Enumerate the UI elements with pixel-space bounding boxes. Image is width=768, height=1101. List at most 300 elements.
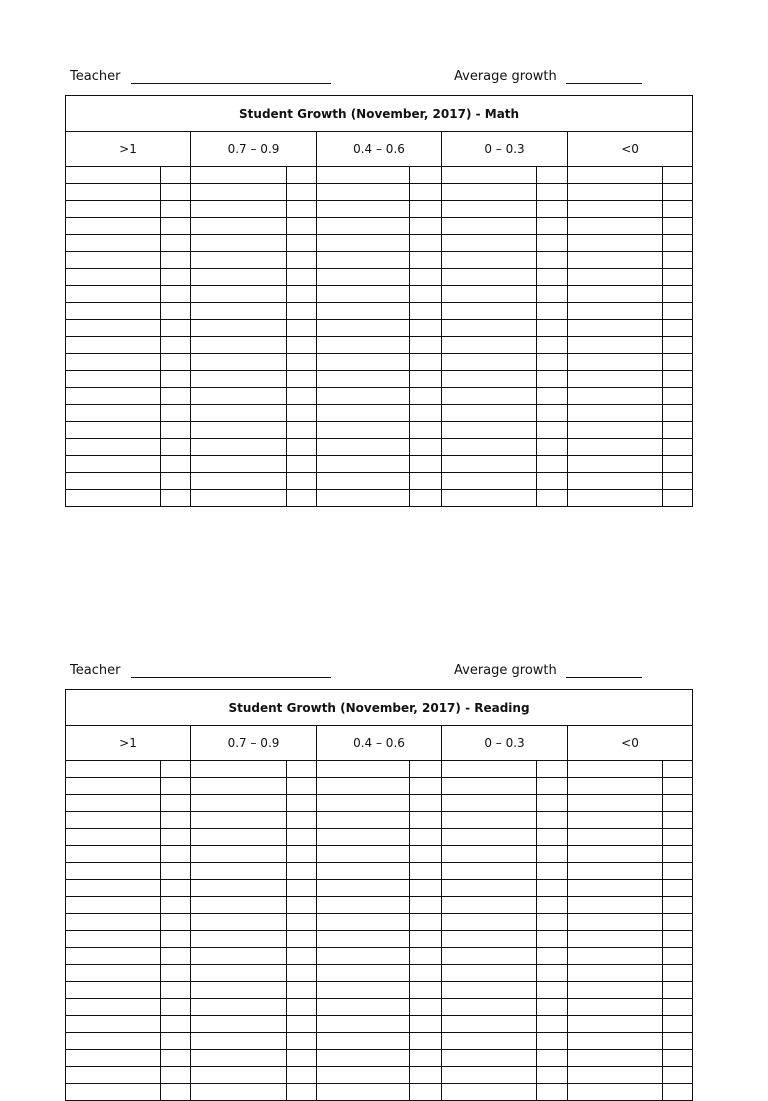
growth-value-cell[interactable] [537,337,568,354]
growth-value-cell[interactable] [663,371,693,388]
growth-value-cell[interactable] [410,201,442,218]
student-name-cell[interactable] [442,167,537,184]
growth-value-cell[interactable] [161,473,191,490]
student-name-cell[interactable] [317,439,410,456]
growth-value-cell[interactable] [161,1084,191,1101]
growth-value-cell[interactable] [537,456,568,473]
student-name-cell[interactable] [191,982,287,999]
student-name-cell[interactable] [66,829,161,846]
student-name-cell[interactable] [191,863,287,880]
student-name-cell[interactable] [191,201,287,218]
student-name-cell[interactable] [442,405,537,422]
growth-value-cell[interactable] [537,371,568,388]
student-name-cell[interactable] [568,948,663,965]
growth-value-cell[interactable] [410,1033,442,1050]
student-name-cell[interactable] [317,897,410,914]
student-name-cell[interactable] [317,982,410,999]
student-name-cell[interactable] [66,1050,161,1067]
growth-value-cell[interactable] [537,965,568,982]
growth-value-cell[interactable] [410,778,442,795]
growth-value-cell[interactable] [663,999,693,1016]
student-name-cell[interactable] [66,846,161,863]
student-name-cell[interactable] [317,931,410,948]
student-name-cell[interactable] [442,320,537,337]
student-name-cell[interactable] [568,965,663,982]
growth-value-cell[interactable] [161,456,191,473]
student-name-cell[interactable] [568,320,663,337]
growth-value-cell[interactable] [410,422,442,439]
growth-value-cell[interactable] [537,167,568,184]
student-name-cell[interactable] [317,778,410,795]
growth-value-cell[interactable] [161,269,191,286]
growth-value-cell[interactable] [663,914,693,931]
student-name-cell[interactable] [191,388,287,405]
student-name-cell[interactable] [442,965,537,982]
growth-value-cell[interactable] [663,829,693,846]
growth-value-cell[interactable] [161,337,191,354]
growth-value-cell[interactable] [161,371,191,388]
student-name-cell[interactable] [66,388,161,405]
growth-value-cell[interactable] [537,218,568,235]
student-name-cell[interactable] [442,371,537,388]
growth-value-cell[interactable] [410,439,442,456]
student-name-cell[interactable] [568,490,663,507]
student-name-cell[interactable] [442,184,537,201]
growth-value-cell[interactable] [161,846,191,863]
student-name-cell[interactable] [66,914,161,931]
student-name-cell[interactable] [191,778,287,795]
student-name-cell[interactable] [317,456,410,473]
student-name-cell[interactable] [317,1033,410,1050]
growth-value-cell[interactable] [663,846,693,863]
growth-value-cell[interactable] [287,473,317,490]
growth-value-cell[interactable] [161,897,191,914]
growth-value-cell[interactable] [161,812,191,829]
growth-value-cell[interactable] [537,931,568,948]
student-name-cell[interactable] [317,914,410,931]
growth-value-cell[interactable] [663,982,693,999]
student-name-cell[interactable] [191,235,287,252]
student-name-cell[interactable] [442,1033,537,1050]
growth-value-cell[interactable] [161,829,191,846]
student-name-cell[interactable] [568,439,663,456]
student-name-cell[interactable] [317,965,410,982]
growth-value-cell[interactable] [410,880,442,897]
growth-value-cell[interactable] [161,218,191,235]
student-name-cell[interactable] [191,422,287,439]
growth-value-cell[interactable] [161,1016,191,1033]
student-name-cell[interactable] [66,1084,161,1101]
student-name-cell[interactable] [66,948,161,965]
student-name-cell[interactable] [317,829,410,846]
student-name-cell[interactable] [442,422,537,439]
growth-value-cell[interactable] [663,201,693,218]
growth-value-cell[interactable] [410,965,442,982]
growth-value-cell[interactable] [537,795,568,812]
growth-value-cell[interactable] [287,218,317,235]
growth-value-cell[interactable] [287,303,317,320]
student-name-cell[interactable] [568,286,663,303]
student-name-cell[interactable] [191,303,287,320]
student-name-cell[interactable] [568,1067,663,1084]
student-name-cell[interactable] [191,795,287,812]
student-name-cell[interactable] [442,829,537,846]
growth-value-cell[interactable] [161,1067,191,1084]
growth-value-cell[interactable] [537,1067,568,1084]
student-name-cell[interactable] [568,863,663,880]
student-name-cell[interactable] [317,761,410,778]
growth-value-cell[interactable] [161,931,191,948]
growth-value-cell[interactable] [537,829,568,846]
growth-value-cell[interactable] [410,286,442,303]
student-name-cell[interactable] [66,422,161,439]
growth-value-cell[interactable] [537,812,568,829]
student-name-cell[interactable] [568,235,663,252]
growth-value-cell[interactable] [287,286,317,303]
growth-value-cell[interactable] [663,812,693,829]
student-name-cell[interactable] [317,303,410,320]
student-name-cell[interactable] [568,473,663,490]
student-name-cell[interactable] [317,320,410,337]
growth-value-cell[interactable] [537,422,568,439]
growth-value-cell[interactable] [537,982,568,999]
student-name-cell[interactable] [568,914,663,931]
average-growth-blank[interactable] [566,677,642,678]
student-name-cell[interactable] [191,473,287,490]
growth-value-cell[interactable] [161,1050,191,1067]
growth-value-cell[interactable] [287,269,317,286]
growth-value-cell[interactable] [410,405,442,422]
growth-value-cell[interactable] [537,846,568,863]
student-name-cell[interactable] [317,286,410,303]
growth-value-cell[interactable] [410,1050,442,1067]
student-name-cell[interactable] [317,218,410,235]
student-name-cell[interactable] [568,829,663,846]
growth-value-cell[interactable] [663,252,693,269]
growth-value-cell[interactable] [287,252,317,269]
growth-value-cell[interactable] [663,1050,693,1067]
student-name-cell[interactable] [568,982,663,999]
growth-value-cell[interactable] [287,235,317,252]
student-name-cell[interactable] [317,999,410,1016]
student-name-cell[interactable] [191,914,287,931]
student-name-cell[interactable] [442,914,537,931]
student-name-cell[interactable] [191,320,287,337]
growth-value-cell[interactable] [161,439,191,456]
student-name-cell[interactable] [317,422,410,439]
growth-value-cell[interactable] [161,965,191,982]
growth-value-cell[interactable] [663,439,693,456]
growth-value-cell[interactable] [287,931,317,948]
growth-value-cell[interactable] [537,761,568,778]
growth-value-cell[interactable] [410,931,442,948]
growth-value-cell[interactable] [537,897,568,914]
growth-value-cell[interactable] [663,948,693,965]
growth-value-cell[interactable] [287,761,317,778]
student-name-cell[interactable] [66,778,161,795]
student-name-cell[interactable] [317,405,410,422]
student-name-cell[interactable] [191,1084,287,1101]
growth-value-cell[interactable] [663,1084,693,1101]
growth-value-cell[interactable] [663,354,693,371]
growth-value-cell[interactable] [161,795,191,812]
student-name-cell[interactable] [66,235,161,252]
student-name-cell[interactable] [191,184,287,201]
student-name-cell[interactable] [191,371,287,388]
growth-value-cell[interactable] [410,303,442,320]
student-name-cell[interactable] [66,167,161,184]
student-name-cell[interactable] [568,252,663,269]
growth-value-cell[interactable] [410,320,442,337]
growth-value-cell[interactable] [161,778,191,795]
student-name-cell[interactable] [442,795,537,812]
student-name-cell[interactable] [66,1067,161,1084]
growth-value-cell[interactable] [537,778,568,795]
growth-value-cell[interactable] [410,337,442,354]
growth-value-cell[interactable] [287,1084,317,1101]
student-name-cell[interactable] [191,490,287,507]
growth-value-cell[interactable] [161,490,191,507]
student-name-cell[interactable] [442,1050,537,1067]
growth-value-cell[interactable] [410,235,442,252]
student-name-cell[interactable] [442,1016,537,1033]
growth-value-cell[interactable] [663,880,693,897]
student-name-cell[interactable] [568,456,663,473]
growth-value-cell[interactable] [663,320,693,337]
growth-value-cell[interactable] [287,1033,317,1050]
growth-value-cell[interactable] [161,761,191,778]
growth-value-cell[interactable] [663,235,693,252]
student-name-cell[interactable] [66,795,161,812]
student-name-cell[interactable] [317,846,410,863]
student-name-cell[interactable] [568,795,663,812]
growth-value-cell[interactable] [410,1067,442,1084]
growth-value-cell[interactable] [537,184,568,201]
growth-value-cell[interactable] [287,422,317,439]
student-name-cell[interactable] [191,456,287,473]
growth-value-cell[interactable] [410,473,442,490]
growth-value-cell[interactable] [161,303,191,320]
growth-value-cell[interactable] [537,880,568,897]
student-name-cell[interactable] [442,388,537,405]
student-name-cell[interactable] [442,846,537,863]
student-name-cell[interactable] [317,490,410,507]
student-name-cell[interactable] [442,337,537,354]
growth-value-cell[interactable] [287,812,317,829]
growth-value-cell[interactable] [537,863,568,880]
growth-value-cell[interactable] [663,456,693,473]
student-name-cell[interactable] [317,371,410,388]
student-name-cell[interactable] [66,371,161,388]
growth-value-cell[interactable] [287,405,317,422]
student-name-cell[interactable] [191,761,287,778]
student-name-cell[interactable] [191,286,287,303]
student-name-cell[interactable] [568,303,663,320]
student-name-cell[interactable] [442,863,537,880]
growth-value-cell[interactable] [287,1016,317,1033]
student-name-cell[interactable] [568,422,663,439]
student-name-cell[interactable] [317,880,410,897]
growth-value-cell[interactable] [287,201,317,218]
growth-value-cell[interactable] [663,337,693,354]
student-name-cell[interactable] [66,354,161,371]
growth-value-cell[interactable] [287,829,317,846]
teacher-name-blank[interactable] [131,677,331,678]
growth-value-cell[interactable] [537,948,568,965]
growth-value-cell[interactable] [663,931,693,948]
growth-value-cell[interactable] [287,184,317,201]
student-name-cell[interactable] [442,439,537,456]
growth-value-cell[interactable] [410,1016,442,1033]
student-name-cell[interactable] [568,337,663,354]
student-name-cell[interactable] [191,931,287,948]
growth-value-cell[interactable] [287,439,317,456]
growth-value-cell[interactable] [410,982,442,999]
student-name-cell[interactable] [191,880,287,897]
growth-value-cell[interactable] [161,201,191,218]
student-name-cell[interactable] [568,371,663,388]
student-name-cell[interactable] [317,184,410,201]
growth-value-cell[interactable] [410,846,442,863]
student-name-cell[interactable] [568,1050,663,1067]
student-name-cell[interactable] [66,965,161,982]
student-name-cell[interactable] [568,761,663,778]
growth-value-cell[interactable] [537,999,568,1016]
student-name-cell[interactable] [191,1016,287,1033]
student-name-cell[interactable] [66,456,161,473]
growth-value-cell[interactable] [410,371,442,388]
student-name-cell[interactable] [66,931,161,948]
growth-value-cell[interactable] [537,269,568,286]
student-name-cell[interactable] [568,1033,663,1050]
student-name-cell[interactable] [442,303,537,320]
growth-value-cell[interactable] [161,982,191,999]
student-name-cell[interactable] [66,1016,161,1033]
student-name-cell[interactable] [442,982,537,999]
student-name-cell[interactable] [66,473,161,490]
growth-value-cell[interactable] [663,473,693,490]
growth-value-cell[interactable] [287,1050,317,1067]
student-name-cell[interactable] [442,252,537,269]
growth-value-cell[interactable] [663,778,693,795]
student-name-cell[interactable] [191,1067,287,1084]
growth-value-cell[interactable] [410,761,442,778]
growth-value-cell[interactable] [287,456,317,473]
growth-value-cell[interactable] [287,795,317,812]
growth-value-cell[interactable] [410,252,442,269]
student-name-cell[interactable] [317,167,410,184]
growth-value-cell[interactable] [663,167,693,184]
growth-value-cell[interactable] [287,371,317,388]
growth-value-cell[interactable] [161,422,191,439]
growth-value-cell[interactable] [537,1084,568,1101]
growth-value-cell[interactable] [663,405,693,422]
student-name-cell[interactable] [568,388,663,405]
student-name-cell[interactable] [317,1067,410,1084]
growth-value-cell[interactable] [161,999,191,1016]
growth-value-cell[interactable] [287,999,317,1016]
student-name-cell[interactable] [568,405,663,422]
growth-value-cell[interactable] [161,252,191,269]
growth-value-cell[interactable] [410,269,442,286]
student-name-cell[interactable] [191,439,287,456]
student-name-cell[interactable] [442,778,537,795]
growth-value-cell[interactable] [161,184,191,201]
student-name-cell[interactable] [191,965,287,982]
growth-value-cell[interactable] [161,388,191,405]
student-name-cell[interactable] [568,897,663,914]
growth-value-cell[interactable] [410,1084,442,1101]
student-name-cell[interactable] [442,761,537,778]
student-name-cell[interactable] [191,405,287,422]
student-name-cell[interactable] [191,812,287,829]
growth-value-cell[interactable] [537,1033,568,1050]
student-name-cell[interactable] [66,490,161,507]
student-name-cell[interactable] [317,795,410,812]
student-name-cell[interactable] [191,269,287,286]
student-name-cell[interactable] [191,337,287,354]
growth-value-cell[interactable] [537,490,568,507]
student-name-cell[interactable] [191,999,287,1016]
growth-value-cell[interactable] [410,218,442,235]
student-name-cell[interactable] [317,269,410,286]
growth-value-cell[interactable] [287,337,317,354]
growth-value-cell[interactable] [287,167,317,184]
growth-value-cell[interactable] [287,965,317,982]
student-name-cell[interactable] [442,812,537,829]
student-name-cell[interactable] [66,1033,161,1050]
student-name-cell[interactable] [191,1033,287,1050]
student-name-cell[interactable] [568,218,663,235]
student-name-cell[interactable] [66,201,161,218]
student-name-cell[interactable] [568,354,663,371]
growth-value-cell[interactable] [537,439,568,456]
growth-value-cell[interactable] [410,167,442,184]
growth-value-cell[interactable] [537,914,568,931]
growth-value-cell[interactable] [161,863,191,880]
growth-value-cell[interactable] [161,405,191,422]
growth-value-cell[interactable] [663,863,693,880]
growth-value-cell[interactable] [663,1033,693,1050]
student-name-cell[interactable] [191,354,287,371]
student-name-cell[interactable] [317,948,410,965]
student-name-cell[interactable] [442,999,537,1016]
student-name-cell[interactable] [442,218,537,235]
student-name-cell[interactable] [66,269,161,286]
student-name-cell[interactable] [317,1084,410,1101]
student-name-cell[interactable] [317,337,410,354]
growth-value-cell[interactable] [287,846,317,863]
growth-value-cell[interactable] [537,405,568,422]
growth-value-cell[interactable] [287,778,317,795]
student-name-cell[interactable] [66,303,161,320]
student-name-cell[interactable] [66,880,161,897]
student-name-cell[interactable] [66,863,161,880]
student-name-cell[interactable] [317,812,410,829]
growth-value-cell[interactable] [410,914,442,931]
student-name-cell[interactable] [442,354,537,371]
student-name-cell[interactable] [317,235,410,252]
average-growth-blank[interactable] [566,83,642,84]
student-name-cell[interactable] [66,897,161,914]
student-name-cell[interactable] [442,269,537,286]
growth-value-cell[interactable] [410,490,442,507]
growth-value-cell[interactable] [410,948,442,965]
growth-value-cell[interactable] [537,388,568,405]
student-name-cell[interactable] [568,1084,663,1101]
student-name-cell[interactable] [442,948,537,965]
growth-value-cell[interactable] [663,795,693,812]
